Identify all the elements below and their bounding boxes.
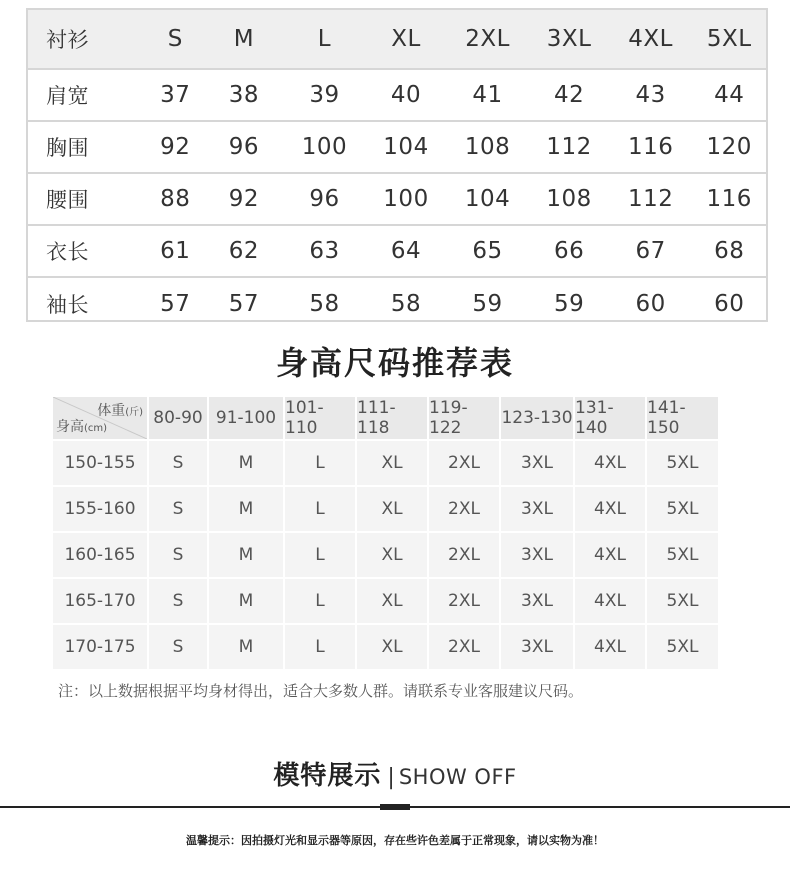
height-range-label: 150-155 xyxy=(53,441,149,487)
recommendation-row xyxy=(53,579,718,625)
weight-range-header: 80-90 xyxy=(149,397,209,441)
recommendation-row xyxy=(53,441,718,487)
recommended-size: 4XL xyxy=(575,487,647,533)
table-cell: 96 xyxy=(309,186,340,212)
divider-accent xyxy=(380,804,410,810)
recommended-size: L xyxy=(285,487,357,533)
recommended-size: M xyxy=(209,579,285,625)
height-range-label: 170-175 xyxy=(53,625,149,671)
recommended-size: L xyxy=(285,579,357,625)
size-table-row xyxy=(28,278,766,330)
recommended-size: 3XL xyxy=(501,441,575,487)
recommended-size: XL xyxy=(357,441,429,487)
size-table-row xyxy=(28,70,766,122)
table-cell: 120 xyxy=(706,134,752,160)
table-cell: 100 xyxy=(301,134,348,160)
table-cell: 41 xyxy=(472,82,503,108)
table-cell: 60 xyxy=(714,291,745,317)
table-cell: 58 xyxy=(390,291,422,317)
recommended-size: 2XL xyxy=(429,487,501,533)
recommended-size: 5XL xyxy=(647,625,718,671)
size-table-header-cell: 衬衫 xyxy=(46,28,89,52)
recommended-size: L xyxy=(285,625,357,671)
show-off-title-en: SHOW OFF xyxy=(398,765,517,789)
table-cell: 66 xyxy=(553,238,585,264)
recommended-size: 3XL xyxy=(501,579,575,625)
recommended-size: XL xyxy=(357,625,429,671)
table-cell: 100 xyxy=(383,186,429,212)
size-note: 注：以上数据根据平均身材得出，适合大多数人群。请联系专业客服建议尺码。 xyxy=(58,682,584,700)
recommended-size: 5XL xyxy=(647,533,718,579)
table-cell: 67 xyxy=(635,238,666,264)
size-table-header-cell: L xyxy=(317,26,332,52)
table-cell: 112 xyxy=(546,134,592,160)
weight-range-header: 91-100 xyxy=(209,397,285,441)
table-cell: 68 xyxy=(714,238,745,264)
weight-range-header: 119-122 xyxy=(429,397,501,441)
weight-range-header: 111-118 xyxy=(357,397,429,441)
recommended-size: S xyxy=(149,487,209,533)
table-cell: 57 xyxy=(228,291,260,317)
size-table-row xyxy=(28,174,766,226)
recommendation-row xyxy=(53,625,718,671)
table-cell: 65 xyxy=(472,238,503,264)
measurement-label: 肩宽 xyxy=(46,84,89,108)
measurement-label: 胸围 xyxy=(46,136,89,160)
weight-range-header: 101-110 xyxy=(285,397,357,441)
height-range-label: 160-165 xyxy=(53,533,149,579)
recommended-size: 2XL xyxy=(429,533,501,579)
table-cell: 43 xyxy=(635,82,666,108)
table-cell: 92 xyxy=(228,186,260,212)
table-cell: 116 xyxy=(627,134,674,160)
recommended-size: 4XL xyxy=(575,533,647,579)
table-cell: 96 xyxy=(228,134,260,160)
recommended-size: 4XL xyxy=(575,625,647,671)
table-cell: 62 xyxy=(228,238,260,264)
recommendation-title: 身高尺码推荐表 xyxy=(275,344,514,382)
table-cell: 63 xyxy=(309,238,340,264)
show-off-heading xyxy=(0,755,790,792)
table-cell: 38 xyxy=(228,82,260,108)
table-cell: 112 xyxy=(627,186,674,212)
weight-range-header: 141-150 xyxy=(647,397,718,441)
recommended-size: M xyxy=(209,487,285,533)
table-cell: 59 xyxy=(553,291,585,317)
show-off-separator: | xyxy=(387,765,395,790)
recommended-size: 5XL xyxy=(647,487,718,533)
table-cell: 44 xyxy=(714,82,745,108)
recommended-size: 5XL xyxy=(647,441,718,487)
recommended-size: 2XL xyxy=(429,441,501,487)
table-cell: 60 xyxy=(635,291,666,317)
recommended-size: 3XL xyxy=(501,487,575,533)
corner-cell xyxy=(53,397,149,441)
recommendation-header-row xyxy=(53,397,718,441)
recommended-size: 2XL xyxy=(429,625,501,671)
recommended-size: L xyxy=(285,441,357,487)
recommended-size: 3XL xyxy=(501,533,575,579)
recommended-size: XL xyxy=(357,533,429,579)
table-cell: 59 xyxy=(472,291,503,317)
weight-axis-unit: (斤) xyxy=(125,407,143,418)
table-cell: 116 xyxy=(706,186,752,212)
recommended-size: 5XL xyxy=(647,579,718,625)
recommended-size: S xyxy=(149,441,209,487)
height-range-label: 165-170 xyxy=(53,579,149,625)
table-cell: 88 xyxy=(160,186,191,212)
table-cell: 64 xyxy=(390,238,422,264)
show-off-title-zh: 模特展示 xyxy=(273,761,382,791)
size-table-row xyxy=(28,122,766,174)
table-cell: 61 xyxy=(160,238,191,264)
recommended-size: S xyxy=(149,625,209,671)
table-cell: 57 xyxy=(160,291,191,317)
size-table-header-cell: 2XL xyxy=(465,26,510,52)
recommended-size: 3XL xyxy=(501,625,575,671)
table-cell: 104 xyxy=(464,186,511,212)
recommended-size: 4XL xyxy=(575,579,647,625)
table-cell: 108 xyxy=(464,134,511,160)
recommended-size: M xyxy=(209,533,285,579)
table-cell: 92 xyxy=(160,134,191,160)
recommendation-table xyxy=(53,397,718,671)
size-table-header-cell: S xyxy=(167,26,183,52)
table-cell: 42 xyxy=(553,82,585,108)
recommendation-row xyxy=(53,487,718,533)
table-cell: 104 xyxy=(383,134,429,160)
height-axis-text: 身高 xyxy=(56,419,84,435)
recommended-size: M xyxy=(209,625,285,671)
recommended-size: XL xyxy=(357,579,429,625)
size-table-header-cell: M xyxy=(233,26,255,52)
size-table-header xyxy=(28,10,766,70)
table-cell: 37 xyxy=(160,82,191,108)
height-axis-unit: (cm) xyxy=(84,423,108,434)
recommended-size: S xyxy=(149,579,209,625)
measurement-label: 衣长 xyxy=(46,240,89,264)
size-table-row xyxy=(28,226,766,278)
height-axis-label xyxy=(56,416,107,436)
table-cell: 58 xyxy=(309,291,340,317)
recommended-size: M xyxy=(209,441,285,487)
size-table-header-cell: 3XL xyxy=(546,26,592,52)
weight-range-header: 123-130 xyxy=(501,397,575,441)
recommended-size: 2XL xyxy=(429,579,501,625)
color-warning: 温馨提示：因拍摄灯光和显示器等原因，存在些许色差属于正常现象，请以实物为准！ xyxy=(186,834,604,847)
size-table-header-cell: 5XL xyxy=(706,26,752,52)
table-cell: 40 xyxy=(390,82,422,108)
size-table-header-cell: 4XL xyxy=(628,26,673,52)
size-table xyxy=(26,8,768,322)
table-cell: 108 xyxy=(546,186,592,212)
recommended-size: 4XL xyxy=(575,441,647,487)
height-range-label: 155-160 xyxy=(53,487,149,533)
weight-axis-text: 体重 xyxy=(97,403,126,419)
recommended-size: XL xyxy=(357,487,429,533)
recommended-size: S xyxy=(149,533,209,579)
measurement-label: 袖长 xyxy=(46,293,89,317)
table-cell: 39 xyxy=(309,82,340,108)
recommended-size: L xyxy=(285,533,357,579)
measurement-label: 腰围 xyxy=(46,188,89,212)
weight-range-header: 131-140 xyxy=(575,397,647,441)
recommendation-row xyxy=(53,533,718,579)
size-table-header-cell: XL xyxy=(391,26,421,52)
